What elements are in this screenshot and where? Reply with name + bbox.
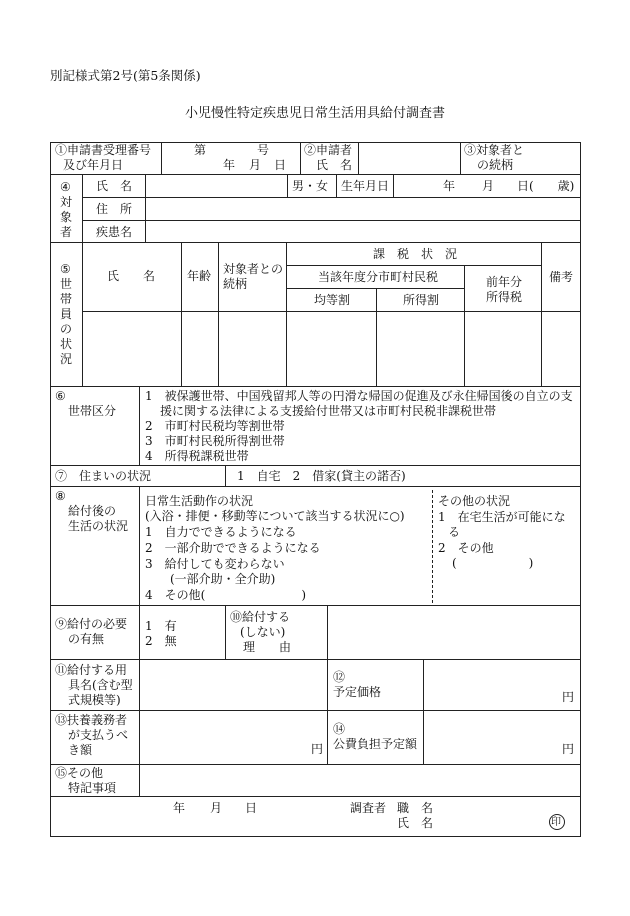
footer-month: 月 <box>210 801 223 815</box>
section5-char-2: 世 <box>60 277 73 291</box>
footer-day: 日 <box>245 801 258 815</box>
daily-option-3-sub: (一部介助・全介助) <box>170 572 276 586</box>
gou-label: 号 <box>257 143 270 157</box>
device-label-3: 式規模等) <box>68 693 121 707</box>
daily-option-3: 3 給付しても変わらない <box>145 557 285 571</box>
section5-char-5: の <box>60 322 73 336</box>
section5-char-4: 員 <box>60 307 73 321</box>
birth-month-label: 月 <box>482 179 495 193</box>
relation-header-1: 対象者との <box>223 262 284 276</box>
section5-char-3: 帯 <box>60 292 73 306</box>
year-label: 年 <box>223 158 236 172</box>
per-capita-header: 均等割 <box>314 293 351 307</box>
other-status-title: その他の状況 <box>438 494 511 508</box>
guardian-amount-label-2: が支払うべ <box>68 728 129 742</box>
gender-label: 男・女 <box>292 179 329 193</box>
section6-label-2: 世帯区分 <box>68 404 117 418</box>
price-label-1: ⑫ <box>333 670 346 684</box>
housing-label: ⑦ 住まいの状況 <box>55 469 152 483</box>
necessity-no: 2 無 <box>145 634 177 648</box>
household-class-4: 4 所得税課税世帯 <box>145 449 249 463</box>
investigator-label: 調査者 <box>350 801 387 815</box>
price-label-2: 予定価格 <box>333 685 382 699</box>
section5-char-6: 状 <box>60 337 73 351</box>
current-year-tax-header: 当該年度分市町村民税 <box>318 270 439 284</box>
birthdate-label: 生年月日 <box>341 179 390 193</box>
section4-char-3: 象 <box>60 210 73 224</box>
price-yen: 円 <box>562 690 575 704</box>
device-label-2: 具名(含む型 <box>68 678 133 692</box>
notes-label-1: ⑮その他 <box>55 766 104 780</box>
reason-label-1: ⑩給付する <box>230 610 291 624</box>
daily-status-note: (入浴・排便・移動等について該当する状況に○) <box>145 509 405 523</box>
address-label: 住 所 <box>96 202 133 216</box>
dai-label: 第 <box>194 143 207 157</box>
household-class-3: 3 市町村民税所得割世帯 <box>145 434 285 448</box>
income-levy-header: 所得割 <box>403 293 440 307</box>
guardian-amount-yen: 円 <box>311 742 324 756</box>
reason-label-3: 理 由 <box>243 640 292 654</box>
section4-char-2: 対 <box>60 195 73 209</box>
daily-option-1: 1 自力でできるようになる <box>145 525 297 539</box>
household-name-header: 氏 名 <box>107 269 156 283</box>
relation-header-2: 続柄 <box>223 277 248 291</box>
guardian-amount-label-1: ⑬扶養義務者 <box>55 713 128 727</box>
other-option-1: 1 在宅生活が可能にな <box>438 510 566 524</box>
app-number-label-2: 及び年月日 <box>63 158 124 172</box>
footer-year: 年 <box>173 801 186 815</box>
reason-label-2: (しない) <box>240 625 286 639</box>
household-class-2: 2 市町村民税均等割世帯 <box>145 419 285 433</box>
applicant-label-1: ②申請者 <box>304 143 353 157</box>
other-option-2-sub: ( ) <box>452 556 534 570</box>
month-label: 月 <box>249 158 262 172</box>
daily-status-title: 日常生活動作の状況 <box>145 494 254 508</box>
necessity-label-2: の有無 <box>68 632 105 646</box>
other-option-1-cont: る <box>448 525 461 539</box>
remarks-header: 備考 <box>549 270 574 284</box>
disease-label: 疾患名 <box>96 225 133 239</box>
other-option-2: 2 その他 <box>438 541 494 555</box>
housing-options: 1 自宅 2 借家(貸主の諾否) <box>237 469 406 483</box>
notes-label-2: 特記事項 <box>68 781 117 795</box>
section8-label-1: ⑧ <box>55 489 66 503</box>
prev-year-header-2: 所得税 <box>486 290 523 304</box>
necessity-label-1: ⑨給付の必要 <box>55 617 128 631</box>
daily-option-4: 4 その他( ) <box>145 588 306 602</box>
public-burden-yen: 円 <box>562 742 575 756</box>
age-header: 年齢 <box>187 269 212 283</box>
target-name-label: 氏 名 <box>96 179 133 193</box>
birth-day-age-label: 日( 歳) <box>517 179 575 193</box>
guardian-amount-label-3: き額 <box>68 743 93 757</box>
household-class-1-line2: 援に関する法律による支援給付世帯又は市町村民税非課税世帯 <box>160 404 497 418</box>
section4-char-1: ④ <box>60 180 71 194</box>
daily-option-2: 2 一部介助でできるようになる <box>145 541 321 555</box>
section4-char-4: 者 <box>60 225 73 239</box>
section5-char-7: 況 <box>60 352 73 366</box>
public-burden-label-1: ⑭ <box>333 722 346 736</box>
day-label: 日 <box>274 158 287 172</box>
seal-mark: 印 <box>551 817 561 828</box>
applicant-label-2: 氏 名 <box>316 158 353 172</box>
device-label-1: ⑪給付する用 <box>55 663 128 677</box>
prev-year-header-1: 前年分 <box>486 275 523 289</box>
form-border <box>51 143 581 837</box>
form-number: 別記様式第2号(第5条関係) <box>50 68 201 83</box>
public-burden-label-2: 公費負担予定額 <box>333 737 418 751</box>
investigator-name-label: 氏 名 <box>397 816 434 830</box>
household-class-1-line1: 1 被保護世帯、中国残留邦人等の円滑な帰国の促進及び永住帰国後の自立の支 <box>145 389 573 403</box>
section8-label-3: 生活の状況 <box>68 519 129 533</box>
section8-label-2: 給付後の <box>68 504 117 518</box>
app-number-label-1: ①申請書受理番号 <box>55 143 152 157</box>
page-title: 小児慢性特定疾患児日常生活用具給付調査書 <box>185 106 446 121</box>
birth-year-label: 年 <box>443 179 456 193</box>
section5-char-1: ⑤ <box>60 262 71 276</box>
relation-label-2: の続柄 <box>477 158 514 172</box>
section6-label-1: ⑥ <box>55 389 66 403</box>
tax-status-header: 課 税 状 況 <box>373 247 458 261</box>
relation-label-1: ③対象者と <box>464 143 525 157</box>
investigator-title-label: 職 名 <box>397 801 434 815</box>
necessity-yes: 1 有 <box>145 619 177 633</box>
